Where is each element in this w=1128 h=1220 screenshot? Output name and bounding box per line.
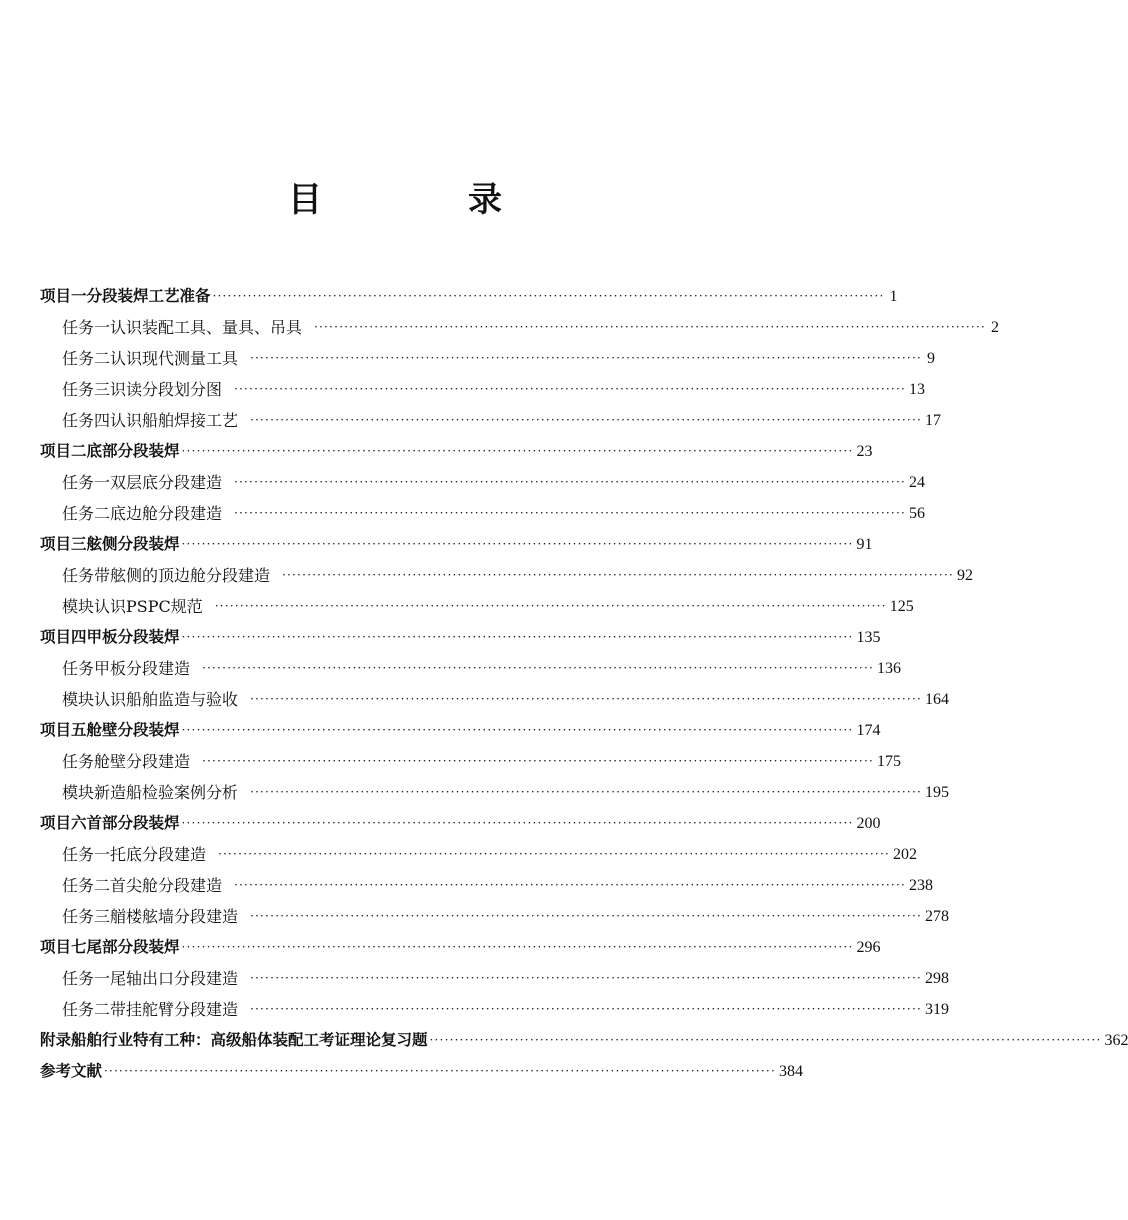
toc-entry-title: 识读分段划分图 [110,380,223,399]
dot-leader: ······································································································································ [250,413,922,427]
toc-entry-page-number: 125 [889,598,914,615]
toc-entry-number: 任务三 [62,380,111,399]
toc-entry-page-number: 384 [778,1063,803,1080]
toc-entry-project[interactable] [40,436,873,467]
toc-entry-task[interactable] [40,405,941,436]
toc-entry-project[interactable] [40,529,873,560]
toc-entry-page-number: 91 [856,536,873,553]
toc-entry-number: 任务 [62,566,95,585]
dot-leader: ······································································································································ [104,1064,776,1078]
toc-entry-title: 带挂舵臂分段建造 [110,1000,239,1019]
toc-entry-number: 任务二 [62,876,111,895]
toc-entry-task[interactable] [40,312,999,343]
toc-entry-page-number: 135 [856,629,881,646]
toc-entry-number: 任务二 [62,349,111,368]
dot-leader: ······································································································································ [429,1033,1102,1047]
toc-entry-task[interactable] [40,963,949,994]
toc-entry-page-number: 9 [926,350,935,367]
toc-entry-number: 项目七 [40,938,87,956]
dot-leader: ······································································································································ [181,537,854,551]
dot-leader: ······································································································································ [234,475,906,489]
toc-entry-task[interactable] [40,901,949,932]
toc-entry-number: 任务一 [62,845,111,864]
toc-entry-page-number: 92 [956,567,973,584]
toc-entry-page-number: 136 [876,660,901,677]
toc-entry-number: 模块 [62,597,95,616]
toc-entry-number: 项目四 [40,628,87,646]
toc-entry-project[interactable] [40,715,881,746]
dot-leader: ······································································································································ [282,568,954,582]
toc-entry-task[interactable] [40,777,949,808]
toc-entry-project[interactable] [40,808,881,839]
toc-entry-number: 任务一 [62,473,111,492]
toc-entry-number: 任务二 [62,1000,111,1019]
toc-entry-page-number: 278 [924,908,949,925]
toc-entry-number: 任务一 [62,969,111,988]
toc-entry-title: 尾轴出口分段建造 [110,969,239,988]
toc-entry-project[interactable] [40,1025,1128,1056]
toc-entry-number: 模块 [62,783,95,802]
toc-entry-task[interactable] [40,467,925,498]
toc-entry-title: 新造船检验案例分析 [94,783,239,802]
toc-entry-task[interactable] [40,994,949,1025]
toc-entry-title: 认识PSPC规范 [94,597,203,616]
toc-entry-page-number: 17 [924,412,941,429]
toc-entry-title: 托底分段建造 [110,845,207,864]
toc-entry-title: 艏楼舷墙分段建造 [110,907,239,926]
toc-entry-page-number: 200 [856,815,881,832]
toc-entry-title: 分段装焊工艺准备 [86,287,211,305]
toc-entry-page-number: 24 [908,474,925,491]
toc-entry-page-number: 13 [908,381,925,398]
toc-entry-project[interactable] [40,1056,803,1087]
dot-leader: ······································································································································ [218,847,890,861]
toc-entry-task[interactable] [40,684,949,715]
toc-entry-title: 双层底分段建造 [110,473,223,492]
toc-entry-title: 甲板分段装焊 [86,628,180,646]
page-title: 目 录 [288,180,558,220]
toc-entry-title: 认识现代测量工具 [110,349,239,368]
toc-entry-title: 首部分段装焊 [86,814,180,832]
toc-entry-number: 项目一 [40,287,87,305]
dot-leader: ······································································································································ [181,816,854,830]
toc-entry-title: 舷侧分段装焊 [86,535,180,553]
toc-entry-number: 项目五 [40,721,87,739]
dot-leader: ······································································································································ [314,320,986,334]
toc-entry-number: 任务二 [62,504,111,523]
toc-entry-page-number: 23 [856,443,873,460]
toc-entry-number: 模块 [62,690,95,709]
toc-entry-number: 项目三 [40,535,87,553]
toc-entry-number: 任务三 [62,907,111,926]
toc-entry-title: 尾部分段装焊 [86,938,180,956]
toc-entry-project[interactable] [40,622,881,653]
toc-entry-number: 任务一 [62,318,111,337]
toc-entry-page-number: 238 [908,877,933,894]
dot-leader: ······································································································································ [181,630,854,644]
toc-entry-number: 附录 [40,1031,72,1049]
toc-entry-page-number: 174 [856,722,881,739]
toc-entry-page-number: 56 [908,505,925,522]
toc-entry-number: 任务 [62,659,95,678]
toc-entry-page-number: 319 [924,1001,949,1018]
toc-entry-task[interactable] [40,870,933,901]
toc-entry-page-number: 1 [889,288,898,305]
toc-entry-number: 项目六 [40,814,87,832]
toc-entry-title: 认识船舶监造与验收 [94,690,239,709]
dot-leader: ······································································································································ [181,940,854,954]
dot-leader: ······································································································································ [250,692,922,706]
toc-entry-project[interactable] [40,281,898,312]
dot-leader: ······································································································································ [202,661,874,675]
toc-entry-task[interactable] [40,343,935,374]
toc-entry-number: 参考文献 [40,1062,103,1080]
dot-leader: ······································································································································ [250,971,922,985]
dot-leader: ······································································································································ [212,289,885,303]
toc-entry-task[interactable] [40,498,925,529]
toc-entry-page-number: 195 [924,784,949,801]
dot-leader: ······································································································································ [181,723,854,737]
dot-leader: ······································································································································ [250,351,922,365]
toc-entry-title: 舱壁分段建造 [94,752,191,771]
toc-entry-number: 任务 [62,752,95,771]
toc-entry-title: 船舶行业特有工种：高级船体装配工考证理论复习题 [71,1031,428,1049]
toc-entry-title: 舱壁分段装焊 [86,721,180,739]
toc-entry-project[interactable] [40,932,881,963]
toc-entry-title: 认识装配工具、量具、吊具 [110,318,303,337]
dot-leader: ······································································································································ [234,506,906,520]
toc-entry-task[interactable] [40,560,973,591]
dot-leader: ······································································································································ [250,1002,922,1016]
toc-entry-page-number: 202 [892,846,917,863]
dot-leader: ······································································································································ [234,382,906,396]
dot-leader: ······································································································································ [202,754,874,768]
toc-entry-title: 认识船舶焊接工艺 [110,411,239,430]
toc-entry-task[interactable] [40,653,901,684]
dot-leader: ······································································································································ [214,599,887,613]
toc-entry-task[interactable] [40,839,917,870]
toc-entry-page-number: 175 [876,753,901,770]
toc-entry-number: 项目二 [40,442,87,460]
toc-entry-page-number: 296 [856,939,881,956]
toc-entry-page-number: 362 [1104,1032,1128,1049]
dot-leader: ······································································································································ [181,444,854,458]
toc-entry-page-number: 298 [924,970,949,987]
toc-entry-page-number: 164 [924,691,949,708]
toc-entry-title: 底边舱分段建造 [110,504,223,523]
toc-entry-task[interactable] [40,374,925,405]
dot-leader: ······································································································································ [250,909,922,923]
toc-entry-title: 甲板分段建造 [94,659,191,678]
dot-leader: ······································································································································ [250,785,922,799]
toc-entry-title: 首尖舱分段建造 [110,876,223,895]
dot-leader: ······································································································································ [234,878,906,892]
toc-entry-task[interactable] [40,591,914,622]
toc-entry-number: 任务四 [62,411,111,430]
toc-entry-task[interactable] [40,746,901,777]
toc-entry-title: 底部分段装焊 [86,442,180,460]
table-of-contents [40,281,1128,1087]
toc-entry-page-number: 2 [990,319,999,336]
toc-entry-title: 带舷侧的顶边舱分段建造 [94,566,271,585]
